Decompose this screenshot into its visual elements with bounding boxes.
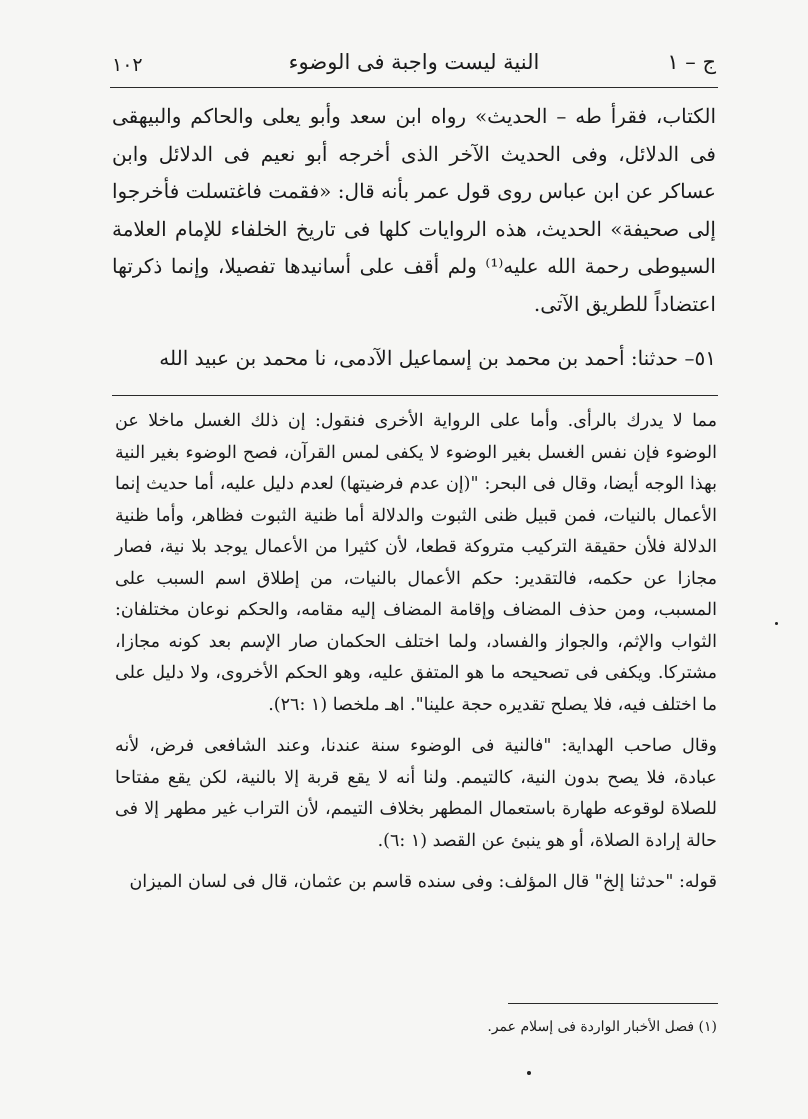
- margin-speck: [775, 622, 778, 625]
- volume-label: ج – ١: [667, 50, 716, 74]
- running-header: [112, 50, 716, 84]
- commentary-text: [115, 406, 717, 899]
- hadith-line: [112, 340, 716, 376]
- header-rule: [110, 87, 718, 88]
- section-divider: [112, 395, 718, 396]
- commentary-paragraph: وقال صاحب الهداية: "فالنية فى الوضوء سنة عندنا، وعند الشافعى فرض، لأنه عبادة، فلا يصح بدون النية، كالتيمم. ولنا أنه لا يقع قربة إلا بالنية، لكن يقع مفتاحا للصلاة لوقوعه طهارة باستعمال المطهر بخلاف التيمم، لأن التراب غير مطهر إلا فى حالة إرادة الصلاة، أو هو ينبئ عن القصد (١ :٦).: [115, 736, 717, 851]
- footnote-rule: [508, 1003, 718, 1004]
- margin-speck: [527, 1071, 531, 1075]
- main-text: [112, 98, 716, 323]
- page-number: ١٠٢: [112, 54, 143, 76]
- chapter-title: النية ليست واجبة فى الوضوء: [288, 50, 540, 74]
- hadith-chain: ٥١– حدثنا: أحمد بن محمد بن إسماعيل الآدمى، نا محمد بن عبيد الله: [159, 346, 716, 370]
- main-paragraph: الكتاب، فقرأ طه – الحديث» رواه ابن سعد وأبو يعلى والحاكم والبيهقى فى الدلائل، وفى الحديث الآخر الذى أخرجه أبو نعيم فى الدلائل وابن عساكر عن ابن عباس روى قول عمر بأنه قال: «فقمت فاغتسلت فأخرجوا إلى صحيفة» الحديث، هذه الروايات كلها فى تاريخ الخلفاء للإمام العلامة السيوطى رحمة الله عليه⁽¹⁾ ولم أقف على أسانيدها تفصيلا، وإنما ذكرتها اعتضاداً للطريق الآتى.: [112, 104, 716, 316]
- commentary-paragraph: مما لا يدرك بالرأى. وأما على الرواية الأخرى فنقول: إن ذلك الغسل ماخلا عن الوضوء فإن نفس الغسل بغير الوضوء لا يكفى لمس القرآن، فصح الوضوء بغير النية بهذا الوجه أيضا، وقال فى البحر: "(إن عدم فرضيتها) لعدم دليل عليه، أما حديث إنما الأعمال بالنيات، فمن قبيل ظنى الثبوت والدلالة أما ظنية الثبوت فظاهر، وأما ظنية الدلالة فلأن حقيقة التركيب متروكة قطعا، لأن كثيرا من الأعمال يوجد بلا نية، فصار مجازا عن حكمه، فالتقدير: حكم الأعمال بالنيات، من إطلاق اسم السبب على المسبب، ومن حذف المضاف وإقامة المضاف إليه مقامه، والحكم نوعان مختلفان: الثواب والإثم، والجواز والفساد، ولما اختلف الحكمان صار الإسم بعد كونه مجازا، مشتركا. ويكفى فى تصحيحه ما هو المتفق عليه، وهو الحكم الأخروى، ولا دليل على ما اختلف فيه، فلا يصلح تقديره حجة علينا". اهـ ملخصا (١ :٢٦).: [115, 411, 717, 715]
- footnote-text: (١) فصل الأخبار الواردة فى إسلام عمر.: [487, 1019, 717, 1035]
- commentary-paragraph: قوله: "حدثنا إلخ" قال المؤلف: وفى سنده قاسم بن عثمان، قال فى لسان الميزان: [129, 872, 717, 892]
- footnote: [115, 1016, 717, 1038]
